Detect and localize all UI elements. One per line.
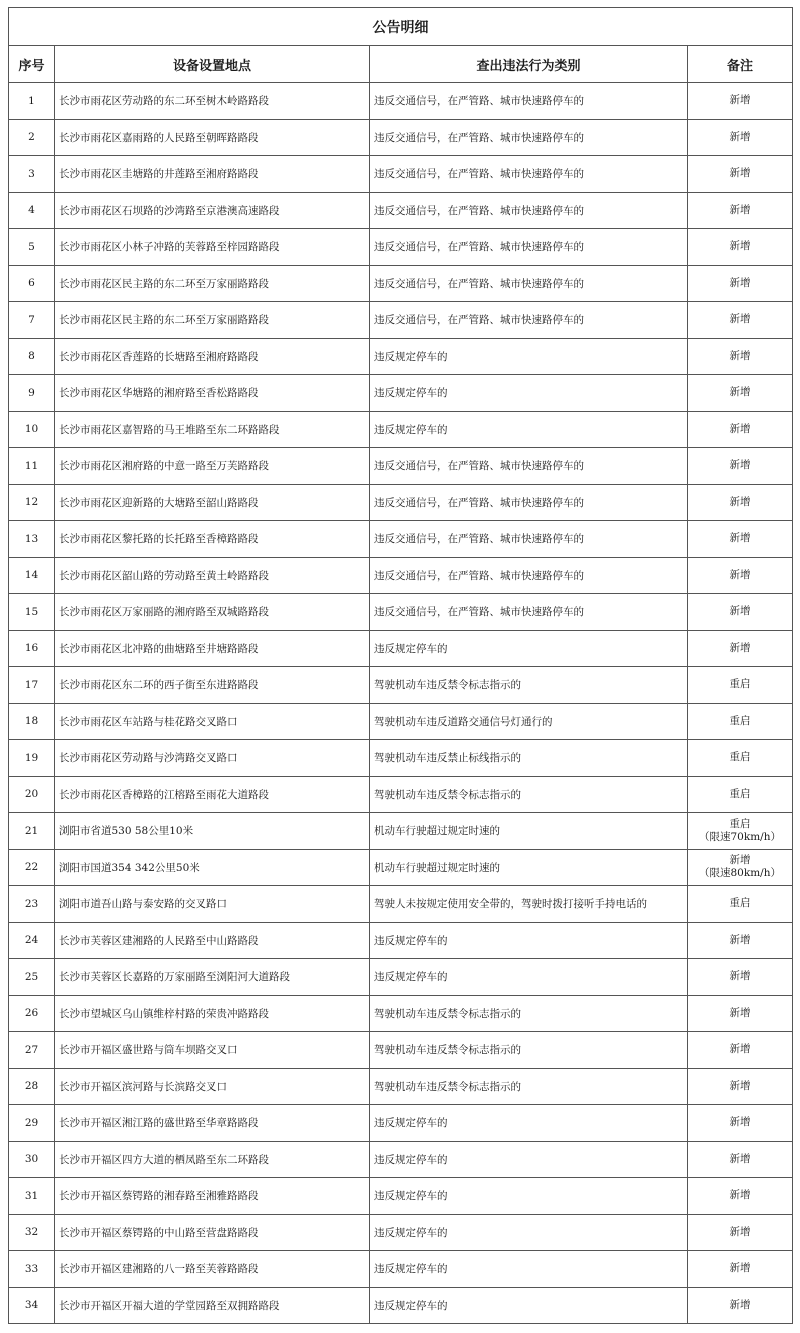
row-seq: 29 [9,1105,55,1142]
row-violation: 违反交通信号，在严管路、城市快速路停车的 [370,521,688,558]
row-seq: 5 [9,229,55,266]
row-seq: 13 [9,521,55,558]
row-seq: 22 [9,849,55,886]
row-seq: 1 [9,83,55,120]
row-note [688,667,793,704]
row-location: 长沙市雨花区华塘路的湘府路至香松路路段 [55,375,370,412]
row-violation: 驾驶机动车违反道路交通信号灯通行的 [370,703,688,740]
row-note [688,302,793,339]
table-row [9,411,793,448]
table-row [9,630,793,667]
row-location: 长沙市雨花区香莲路的长塘路至湘府路路段 [55,338,370,375]
row-note [688,594,793,631]
row-note [688,922,793,959]
row-note-status: 新增 [729,459,751,472]
table-row [9,192,793,229]
row-note [688,229,793,266]
row-seq: 17 [9,667,55,704]
row-location: 浏阳市省道530 58公里10米 [55,813,370,850]
row-location: 长沙市雨花区北冲路的曲塘路至井塘路路段 [55,630,370,667]
row-note-status: 新增 [729,495,751,508]
row-violation: 驾驶机动车违反禁令标志指示的 [370,776,688,813]
row-location: 长沙市雨花区民主路的东二环至万家丽路路段 [55,302,370,339]
table-row [9,813,793,850]
row-note-status: 新增 [729,1079,751,1092]
row-note [688,1032,793,1069]
row-note-status: 重启 [729,817,751,830]
row-note [688,1287,793,1324]
row-seq: 27 [9,1032,55,1069]
row-seq: 19 [9,740,55,777]
row-violation: 违反规定停车的 [370,338,688,375]
row-violation: 违反交通信号，在严管路、城市快速路停车的 [370,192,688,229]
row-location: 长沙市雨花区民主路的东二环至万家丽路路段 [55,265,370,302]
row-note [688,703,793,740]
row-note [688,1251,793,1288]
row-seq: 9 [9,375,55,412]
row-location: 长沙市雨花区万家丽路的湘府路至双城路路段 [55,594,370,631]
table-row [9,1105,793,1142]
table-row [9,1141,793,1178]
row-location: 长沙市芙蓉区建湘路的人民路至中山路路段 [55,922,370,959]
row-location: 长沙市雨花区香樟路的江榕路至雨花大道路段 [55,776,370,813]
row-note-speed-limit: （限速80km/h） [699,867,781,880]
row-note-status: 新增 [729,167,751,180]
row-note [688,886,793,923]
table-row [9,119,793,156]
row-violation: 驾驶机动车违反禁令标志指示的 [370,1032,688,1069]
row-note [688,375,793,412]
table-row [9,886,793,923]
row-note [688,265,793,302]
row-location: 长沙市雨花区东二环的西子街至东进路路段 [55,667,370,704]
row-location: 长沙市开福区滨河路与长滨路交叉口 [55,1068,370,1105]
row-note [688,484,793,521]
row-location: 长沙市开福区开福大道的学堂园路至双拥路路段 [55,1287,370,1324]
row-location: 浏阳市道吾山路与泰安路的交叉路口 [55,886,370,923]
table-row [9,959,793,996]
row-note [688,156,793,193]
row-note-status: 新增 [729,605,751,618]
row-note [688,83,793,120]
header-violation: 查出违法行为类别 [370,46,688,83]
row-note [688,521,793,558]
table-row [9,1068,793,1105]
row-note [688,192,793,229]
row-seq: 20 [9,776,55,813]
row-location: 长沙市开福区盛世路与筒车坝路交叉口 [55,1032,370,1069]
row-location: 长沙市芙蓉区长嘉路的万家丽路至浏阳河大道路段 [55,959,370,996]
row-seq: 33 [9,1251,55,1288]
row-note [688,1141,793,1178]
row-seq: 26 [9,995,55,1032]
table-row [9,1251,793,1288]
row-note [688,740,793,777]
row-location: 长沙市开福区湘江路的盛世路至华章路路段 [55,1105,370,1142]
header-seq: 序号 [9,46,55,83]
row-note-status: 新增 [729,349,751,362]
row-note [688,813,793,850]
row-note-speed-limit: （限速70km/h） [699,830,781,843]
row-note [688,119,793,156]
row-location: 长沙市望城区乌山镇维梓村路的荣贵冲路路段 [55,995,370,1032]
row-violation: 违反交通信号，在严管路、城市快速路停车的 [370,156,688,193]
row-seq: 30 [9,1141,55,1178]
row-note [688,1178,793,1215]
row-note-status: 新增 [729,532,751,545]
header-row [9,46,793,83]
row-violation: 违反交通信号，在严管路、城市快速路停车的 [370,83,688,120]
row-violation: 违反规定停车的 [370,1214,688,1251]
row-seq: 6 [9,265,55,302]
row-seq: 2 [9,119,55,156]
row-note-status: 新增 [729,970,751,983]
row-violation: 驾驶机动车违反禁令标志指示的 [370,1068,688,1105]
row-location: 长沙市开福区建湘路的八一路至芙蓉路路段 [55,1251,370,1288]
row-note-status: 新增 [729,203,751,216]
row-seq: 31 [9,1178,55,1215]
row-violation: 违反规定停车的 [370,922,688,959]
row-note-status: 新增 [729,1006,751,1019]
row-violation: 违反交通信号，在严管路、城市快速路停车的 [370,448,688,485]
table-row [9,229,793,266]
row-note-status: 重启 [729,787,751,800]
row-note [688,849,793,886]
row-location: 长沙市雨花区圭塘路的井莲路至湘府路路段 [55,156,370,193]
row-location: 长沙市雨花区迎新路的大塘路至韶山路路段 [55,484,370,521]
row-location: 浏阳市国道354 342公里50米 [55,849,370,886]
row-note-status: 新增 [729,1043,751,1056]
row-violation: 驾驶人未按规定使用安全带的，驾驶时拨打接听手持电话的 [370,886,688,923]
table-title: 公告明细 [9,8,793,46]
row-note-status: 新增 [729,276,751,289]
row-note-status: 重启 [729,678,751,691]
row-note [688,411,793,448]
table-row [9,338,793,375]
row-note [688,630,793,667]
row-violation: 违反规定停车的 [370,1141,688,1178]
row-note-status: 新增 [729,1152,751,1165]
row-violation: 违反交通信号，在严管路、城市快速路停车的 [370,484,688,521]
row-location: 长沙市雨花区嘉智路的马王堆路至东二环路路段 [55,411,370,448]
row-note [688,1105,793,1142]
row-seq: 25 [9,959,55,996]
row-violation: 驾驶机动车违反禁止标线指示的 [370,740,688,777]
row-seq: 7 [9,302,55,339]
row-seq: 14 [9,557,55,594]
row-seq: 23 [9,886,55,923]
row-violation: 违反交通信号，在严管路、城市快速路停车的 [370,229,688,266]
table-row [9,302,793,339]
row-location: 长沙市雨花区车站路与桂花路交叉路口 [55,703,370,740]
row-note [688,1068,793,1105]
table-row [9,557,793,594]
row-violation: 驾驶机动车违反禁令标志指示的 [370,667,688,704]
row-seq: 12 [9,484,55,521]
row-violation: 违反交通信号，在严管路、城市快速路停车的 [370,119,688,156]
row-violation: 违反规定停车的 [370,375,688,412]
row-note [688,995,793,1032]
row-note-status: 重启 [729,714,751,727]
row-violation: 违反交通信号，在严管路、城市快速路停车的 [370,557,688,594]
row-note-status: 新增 [729,641,751,654]
row-location: 长沙市开福区蔡锷路的中山路至营盘路路段 [55,1214,370,1251]
row-note [688,448,793,485]
row-violation: 违反交通信号，在严管路、城市快速路停车的 [370,594,688,631]
table-row [9,776,793,813]
table-row [9,740,793,777]
row-seq: 4 [9,192,55,229]
table-row [9,995,793,1032]
row-location: 长沙市开福区蔡锷路的湘春路至湘雅路路段 [55,1178,370,1215]
row-violation: 违反规定停车的 [370,630,688,667]
row-location: 长沙市雨花区湘府路的中意一路至万芙路路段 [55,448,370,485]
table-row [9,849,793,886]
table-row [9,594,793,631]
row-note-status: 新增 [729,94,751,107]
row-seq: 21 [9,813,55,850]
row-note-status: 新增 [729,422,751,435]
row-note-status: 新增 [729,1225,751,1238]
row-location: 长沙市雨花区韶山路的劳动路至黄土岭路路段 [55,557,370,594]
row-violation: 驾驶机动车违反禁令标志指示的 [370,995,688,1032]
row-note-status: 新增 [729,1116,751,1129]
row-location: 长沙市雨花区劳动路与沙湾路交叉路口 [55,740,370,777]
row-violation: 违反规定停车的 [370,959,688,996]
header-location: 设备设置地点 [55,46,370,83]
announcement-sheet [8,7,792,1324]
header-note: 备注 [688,46,793,83]
table-row [9,156,793,193]
row-note [688,338,793,375]
row-violation: 违反规定停车的 [370,1251,688,1288]
table-row [9,1032,793,1069]
table-row [9,1287,793,1324]
row-seq: 16 [9,630,55,667]
row-violation: 违反规定停车的 [370,411,688,448]
table-row [9,375,793,412]
row-note-status: 新增 [729,313,751,326]
table-row [9,83,793,120]
row-note-status: 新增 [729,854,751,867]
table-body [9,83,793,1324]
table-row [9,667,793,704]
row-location: 长沙市雨花区嘉雨路的人民路至朝晖路路段 [55,119,370,156]
announcement-table [8,7,793,1324]
row-note-status: 新增 [729,568,751,581]
row-violation: 违反规定停车的 [370,1178,688,1215]
row-violation: 违反规定停车的 [370,1287,688,1324]
table-row [9,265,793,302]
row-note-status: 新增 [729,1298,751,1311]
row-seq: 24 [9,922,55,959]
row-violation: 违反交通信号，在严管路、城市快速路停车的 [370,265,688,302]
table-row [9,703,793,740]
row-seq: 8 [9,338,55,375]
row-note [688,959,793,996]
row-seq: 32 [9,1214,55,1251]
row-violation: 违反交通信号，在严管路、城市快速路停车的 [370,302,688,339]
row-note-status: 新增 [729,933,751,946]
row-note-status: 重启 [729,897,751,910]
row-note [688,776,793,813]
row-note [688,557,793,594]
row-note-status: 新增 [729,1262,751,1275]
row-location: 长沙市雨花区石坝路的沙湾路至京港澳高速路段 [55,192,370,229]
row-note-status: 新增 [729,386,751,399]
table-row [9,484,793,521]
title-row [9,8,793,46]
row-violation: 机动车行驶超过规定时速的 [370,849,688,886]
table-row [9,448,793,485]
row-seq: 28 [9,1068,55,1105]
row-seq: 15 [9,594,55,631]
table-row [9,1214,793,1251]
row-note-status: 新增 [729,240,751,253]
row-seq: 10 [9,411,55,448]
table-row [9,1178,793,1215]
row-note-status: 新增 [729,1189,751,1202]
row-violation: 机动车行驶超过规定时速的 [370,813,688,850]
row-note-status: 新增 [729,130,751,143]
row-location: 长沙市雨花区劳动路的东二环至树木岭路路段 [55,83,370,120]
row-location: 长沙市雨花区黎托路的长托路至香樟路路段 [55,521,370,558]
row-note-status: 重启 [729,751,751,764]
row-seq: 18 [9,703,55,740]
row-location: 长沙市开福区四方大道的栖凤路至东二环路段 [55,1141,370,1178]
row-seq: 3 [9,156,55,193]
table-row [9,521,793,558]
row-note [688,1214,793,1251]
row-seq: 34 [9,1287,55,1324]
row-violation: 违反规定停车的 [370,1105,688,1142]
row-location: 长沙市雨花区小林子冲路的芙蓉路至梓园路路段 [55,229,370,266]
row-seq: 11 [9,448,55,485]
table-row [9,922,793,959]
